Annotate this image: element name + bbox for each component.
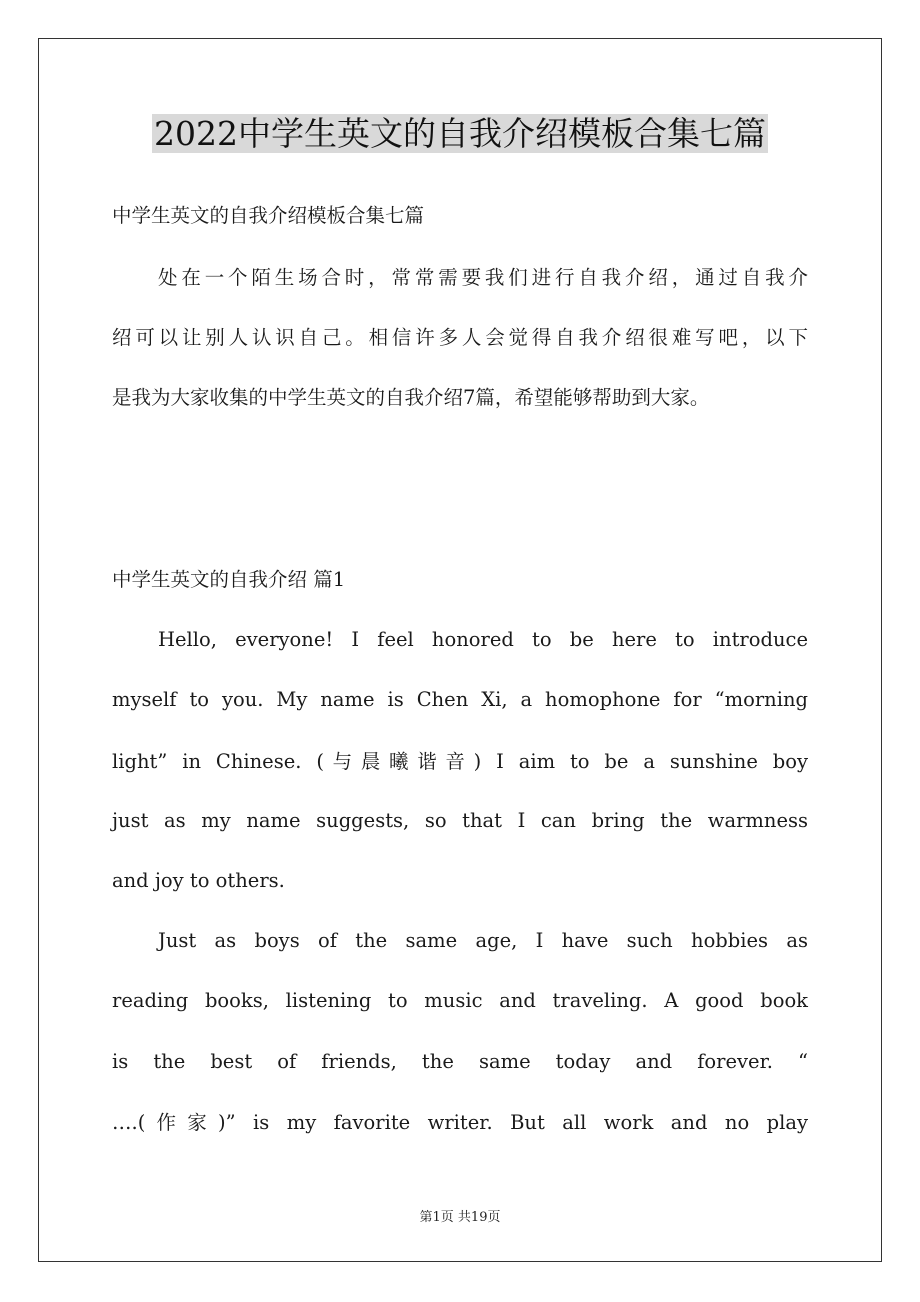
intro-line-3: 是我为大家收集的中学生英文的自我介绍7篇，希望能够帮助到大家。 [112,386,710,409]
para1-line-1: Hello, everyone! I feel honored to be here to introduce [158,628,808,651]
para2-line-2: reading books, listening to music and traveling. A good book [112,989,808,1012]
subtitle: 中学生英文的自我介绍模板合集七篇 [112,204,425,227]
section-heading: 中学生英文的自我介绍 篇1 [112,568,346,591]
page-footer: 第1页 共19页 [419,1210,501,1225]
intro-line-2: 绍可以让别人认识自己。相信许多人会觉得自我介绍很难写吧，以下 [112,326,808,349]
para1-line-3: light” in Chinese. (与晨曦谐音) I aim to be a sunshine boy [112,750,808,773]
document-title-text: 2022中学生英文的自我介绍模板合集七篇 [154,114,766,153]
para1-line-5: and joy to others. [112,869,285,892]
para2-line-1: Just as boys of the same age, I have such hobbies as [158,929,808,952]
para1-line-4: just as my name suggests, so that I can bring the warmness [112,809,808,832]
para2-line-3: is the best of friends, the same today and forever. “ [112,1050,808,1073]
document-title [0,112,920,156]
para2-line-4: ….(作家)” is my favorite writer. But all work and no play [112,1111,808,1134]
intro-line-1: 处在一个陌生场合时，常常需要我们进行自我介绍，通过自我介 [158,266,808,289]
para1-line-2: myself to you. My name is Chen Xi, a homophone for “morning [112,688,808,711]
